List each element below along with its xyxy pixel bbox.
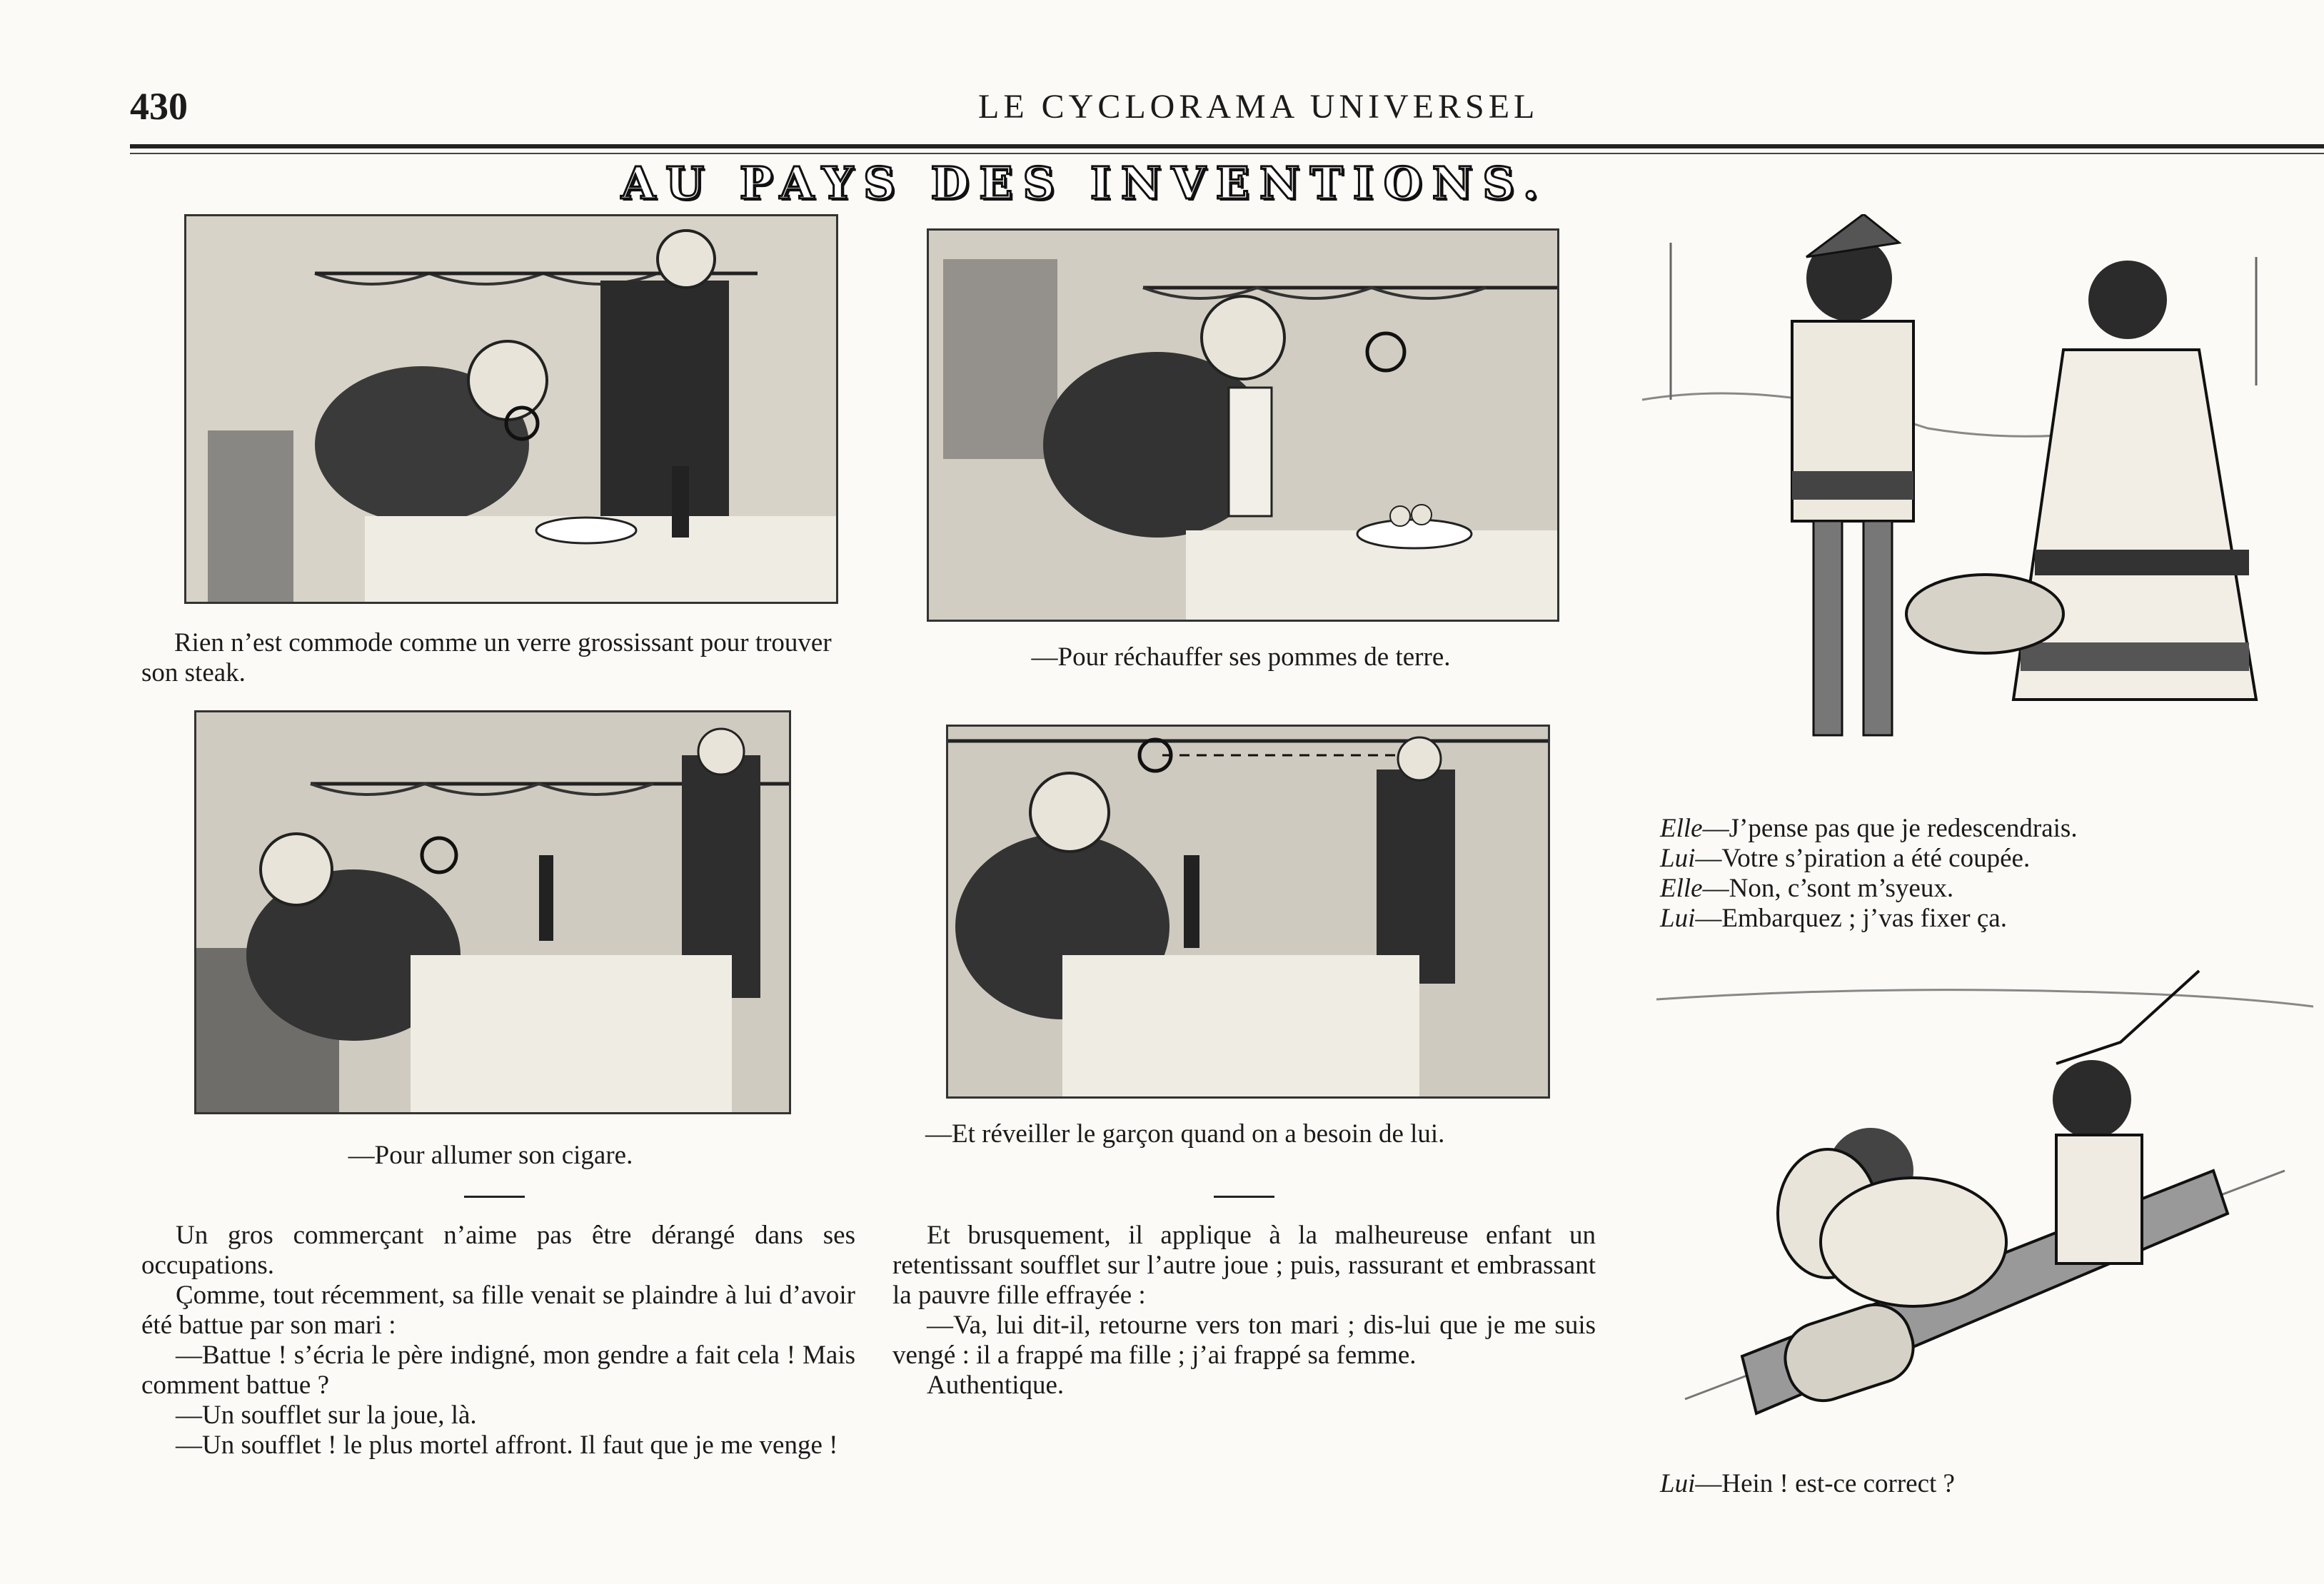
page-title: AU PAYS DES INVENTIONS.: [621, 157, 1549, 209]
header-rule-thin: [130, 153, 2324, 154]
caption-panel-1: Rien n’est commode comme un verre grossissant pour trouver son steak.: [141, 628, 832, 687]
dialogue-speaker: Lui: [1660, 1469, 1696, 1498]
story-right-column: [892, 1221, 1596, 1401]
comic-final-line: [1660, 1469, 1955, 1499]
story-paragraph: —Un soufflet sur la joue, là.: [176, 1401, 477, 1430]
caption-panel-4: —Et réveiller le garçon quand on a besoin de lui.: [925, 1119, 1445, 1149]
dialogue-line: [1660, 874, 2303, 904]
illustration-couple-toboggan: [1628, 214, 2313, 799]
illustration-sled-ride: [1656, 957, 2313, 1456]
comic-dialogue: [1660, 814, 2303, 934]
caption-panel-3: —Pour allumer son cigare.: [348, 1141, 633, 1170]
story-paragraph: Authentique.: [927, 1371, 1065, 1400]
story-paragraph: —Va, lui dit-il, retourne vers ton mari ; dis-lui que je me suis vengé : il a frappé ma fille ; j’ai frappé sa femme.: [892, 1311, 1596, 1370]
illustration-magnifier-steak: [184, 214, 838, 604]
illustration-waking-waiter: [946, 725, 1550, 1099]
story-paragraph: Çomme, tout récemment, sa fille venait se plaindre à lui d’avoir été battue par son mari :: [141, 1281, 855, 1340]
dialogue-speaker: Elle: [1660, 874, 1703, 903]
caption-panel-2: —Pour réchauffer ses pommes de terre.: [1031, 642, 1451, 672]
page-number: 430: [130, 85, 188, 128]
dialogue-speaker: Lui: [1660, 904, 1696, 933]
dialogue-speaker: Elle: [1660, 814, 1703, 843]
dialogue-text: —Votre s’piration a été coupée.: [1695, 844, 2031, 873]
story-paragraph: —Un soufflet ! le plus mortel affront. Il faut que je me venge !: [176, 1431, 838, 1460]
dialogue-speaker: Lui: [1660, 844, 1696, 873]
dialogue-line: [1660, 844, 2303, 874]
header-rule: [130, 144, 2324, 148]
dialogue-line: [1660, 904, 2303, 934]
story-paragraph: Et brusquement, il applique à la malheureuse enfant un retentissant soufflet sur l’autre joue ; puis, rassurant et embrassant la pauvre fille effrayée :: [892, 1221, 1596, 1310]
illustration-warming-potatoes: [927, 228, 1559, 622]
dialogue-text: —J’pense pas que je redescendrais.: [1702, 814, 2078, 843]
story-paragraph: —Battue ! s’écria le père indigné, mon gendre a fait cela ! Mais comment battue ?: [141, 1341, 855, 1400]
illustration-lighting-cigar: [194, 710, 791, 1114]
dialogue-text: —Embarquez ; j’vas fixer ça.: [1695, 904, 2007, 933]
running-head: LE CYCLORAMA UNIVERSEL: [978, 88, 1539, 126]
divider-left: [464, 1196, 525, 1198]
dialogue-text: —Non, c’sont m’syeux.: [1702, 874, 1954, 903]
divider-middle: [1214, 1196, 1274, 1198]
dialogue-text: —Hein ! est-ce correct ?: [1695, 1469, 1955, 1498]
dialogue-line: [1660, 814, 2303, 844]
story-paragraph: Un gros commerçant n’aime pas être dérangé dans ses occupations.: [141, 1221, 855, 1280]
story-left-column: [141, 1221, 855, 1461]
